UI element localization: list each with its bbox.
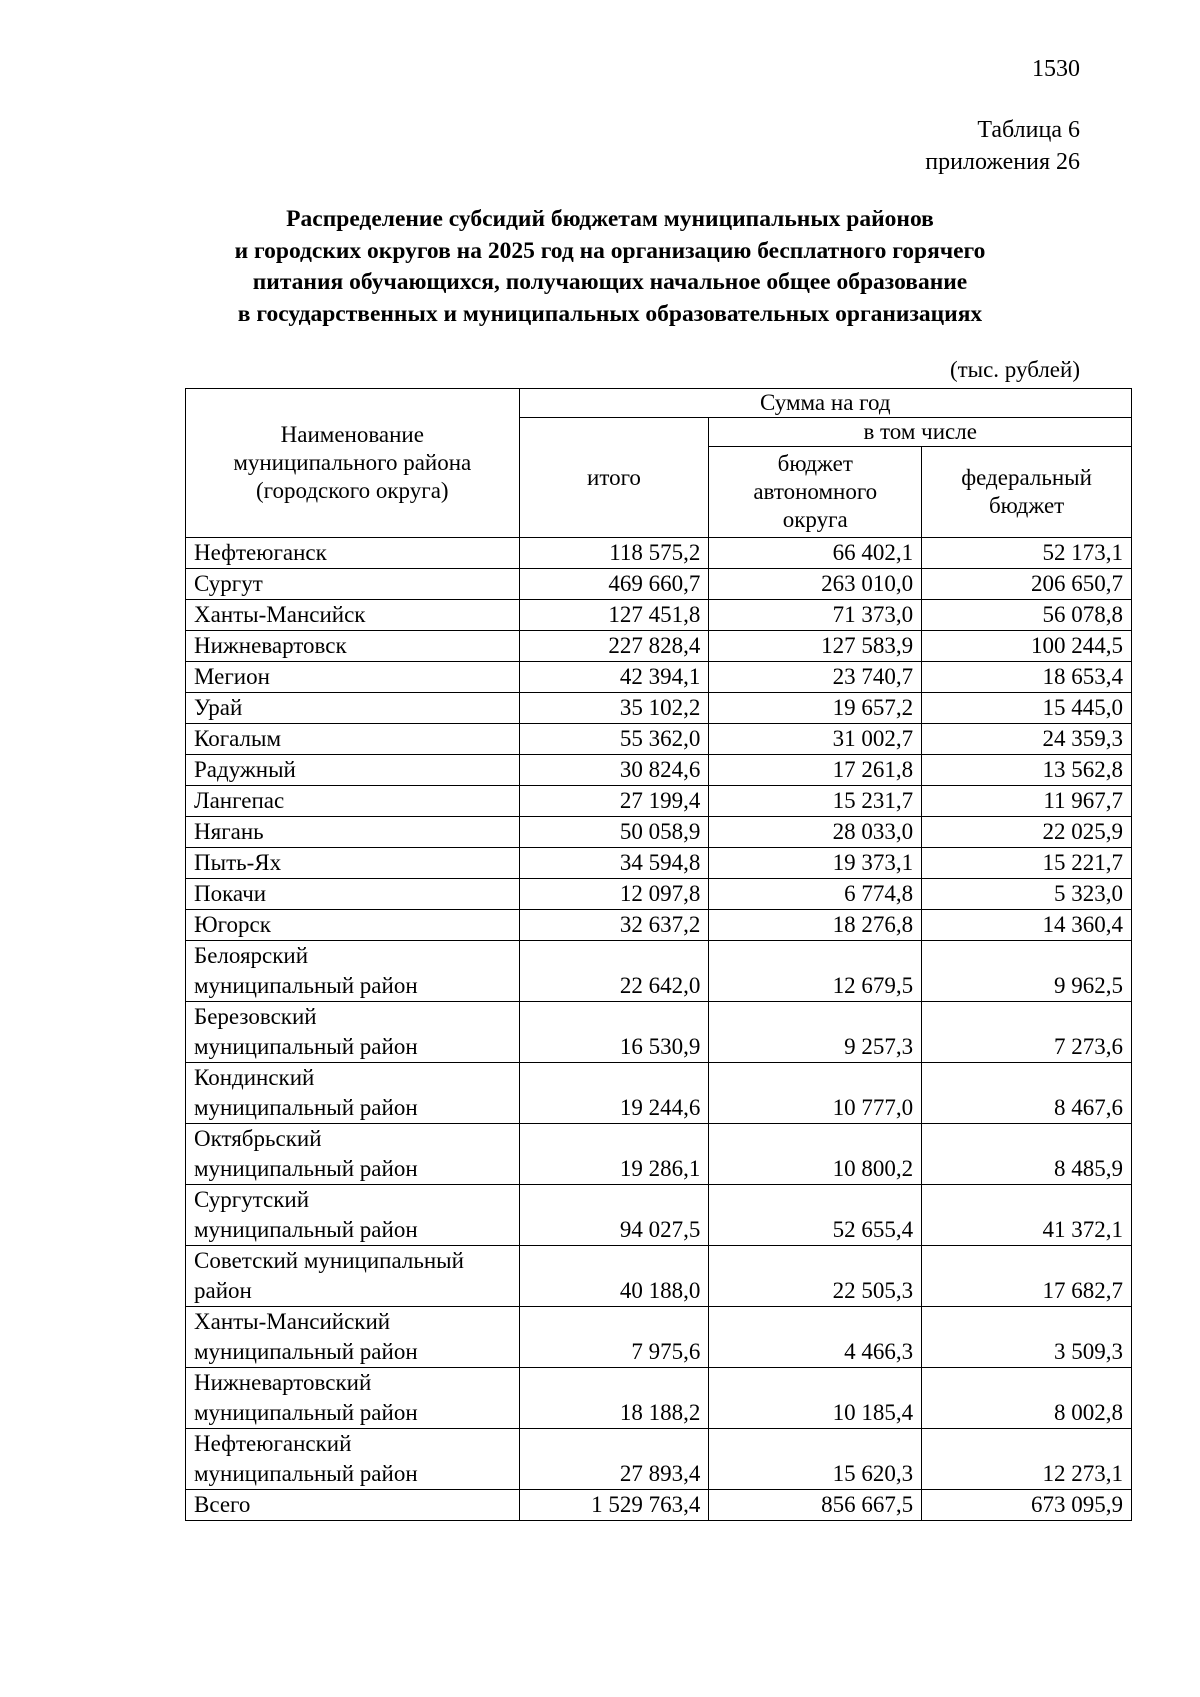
row-federal-budget: 15 445,0 xyxy=(922,693,1132,724)
table-row xyxy=(186,1307,1132,1368)
row-federal-budget: 14 360,4 xyxy=(922,910,1132,941)
row-federal-budget: 41 372,1 xyxy=(922,1185,1132,1246)
total-row xyxy=(186,1490,1132,1521)
row-ao-budget: 12 679,5 xyxy=(709,941,922,1002)
title-line2: и городских округов на 2025 год на организацию бесплатного горячего xyxy=(234,237,986,264)
row-ao-budget: 17 261,8 xyxy=(709,755,922,786)
row-name: Радужный xyxy=(186,755,520,786)
row-name: Урай xyxy=(186,693,520,724)
units-label: (тыс. рублей) xyxy=(949,357,1080,382)
row-federal-budget: 7 273,6 xyxy=(922,1002,1132,1063)
row-ao-budget: 52 655,4 xyxy=(709,1185,922,1246)
row-ao-budget: 9 257,3 xyxy=(709,1002,922,1063)
title-line1: Распределение субсидий бюджетам муниципальных районов xyxy=(286,206,934,232)
row-total: 35 102,2 xyxy=(519,693,709,724)
row-federal-budget: 13 562,8 xyxy=(922,755,1132,786)
row-ao-budget: 22 505,3 xyxy=(709,1246,922,1307)
table-row xyxy=(186,755,1132,786)
header-total: итого xyxy=(519,418,709,538)
total-fed: 673 095,9 xyxy=(922,1490,1132,1521)
table-row xyxy=(186,879,1132,910)
row-federal-budget: 8 485,9 xyxy=(922,1124,1132,1185)
table-row xyxy=(186,1124,1132,1185)
row-name: Советский муниципальный район xyxy=(186,1246,520,1307)
row-total: 27 199,4 xyxy=(519,786,709,817)
table-body xyxy=(186,538,1132,1521)
row-federal-budget: 100 244,5 xyxy=(922,631,1132,662)
row-federal-budget: 11 967,7 xyxy=(922,786,1132,817)
row-total: 18 188,2 xyxy=(519,1368,709,1429)
row-total: 16 530,9 xyxy=(519,1002,709,1063)
subsidy-table xyxy=(185,388,1132,1521)
row-federal-budget: 206 650,7 xyxy=(922,569,1132,600)
row-total: 50 058,9 xyxy=(519,817,709,848)
row-federal-budget: 17 682,7 xyxy=(922,1246,1132,1307)
row-federal-budget: 18 653,4 xyxy=(922,662,1132,693)
table-row xyxy=(186,817,1132,848)
table-row xyxy=(186,786,1132,817)
row-name: Сургут xyxy=(186,569,520,600)
row-federal-budget: 8 002,8 xyxy=(922,1368,1132,1429)
row-total: 7 975,6 xyxy=(519,1307,709,1368)
row-total: 12 097,8 xyxy=(519,879,709,910)
row-federal-budget: 9 962,5 xyxy=(922,941,1132,1002)
row-ao-budget: 15 620,3 xyxy=(709,1429,922,1490)
row-ao-budget: 4 466,3 xyxy=(709,1307,922,1368)
document-title xyxy=(180,204,1040,330)
row-ao-budget: 10 777,0 xyxy=(709,1063,922,1124)
row-federal-budget: 5 323,0 xyxy=(922,879,1132,910)
row-total: 118 575,2 xyxy=(519,538,709,569)
row-name: Нижневартовск xyxy=(186,631,520,662)
row-total: 30 824,6 xyxy=(519,755,709,786)
table-row xyxy=(186,1002,1132,1063)
table-ref-line1: Таблица 6 xyxy=(977,117,1080,143)
table-row xyxy=(186,724,1132,755)
table-row xyxy=(186,631,1132,662)
row-total: 27 893,4 xyxy=(519,1429,709,1490)
row-name: Сургутский муниципальный район xyxy=(186,1185,520,1246)
row-name: Нефтеюганский муниципальный район xyxy=(186,1429,520,1490)
row-ao-budget: 71 373,0 xyxy=(709,600,922,631)
row-federal-budget: 8 467,6 xyxy=(922,1063,1132,1124)
table-row xyxy=(186,910,1132,941)
row-federal-budget: 22 025,9 xyxy=(922,817,1132,848)
table-row xyxy=(186,941,1132,1002)
row-total: 127 451,8 xyxy=(519,600,709,631)
title-line3: питания обучающихся, получающих начальное общее образование xyxy=(252,269,968,295)
table-row xyxy=(186,600,1132,631)
row-name: Нефтеюганск xyxy=(186,538,520,569)
row-name: Мегион xyxy=(186,662,520,693)
row-ao-budget: 28 033,0 xyxy=(709,817,922,848)
row-name: Ханты-Мансийск xyxy=(186,600,520,631)
row-total: 227 828,4 xyxy=(519,631,709,662)
row-ao-budget: 23 740,7 xyxy=(709,662,922,693)
header-sum: Сумма на год xyxy=(519,389,1131,418)
row-name: Нижневартовский муниципальный район xyxy=(186,1368,520,1429)
page-number: 1530 xyxy=(1032,56,1080,82)
row-ao-budget: 15 231,7 xyxy=(709,786,922,817)
row-federal-budget: 15 221,7 xyxy=(922,848,1132,879)
row-total: 22 642,0 xyxy=(519,941,709,1002)
table-row xyxy=(186,538,1132,569)
header-including: в том числе xyxy=(709,418,1132,447)
table-row xyxy=(186,569,1132,600)
row-total: 94 027,5 xyxy=(519,1185,709,1246)
row-ao-budget: 10 800,2 xyxy=(709,1124,922,1185)
row-ao-budget: 263 010,0 xyxy=(709,569,922,600)
row-name: Когалым xyxy=(186,724,520,755)
row-federal-budget: 12 273,1 xyxy=(922,1429,1132,1490)
table-row xyxy=(186,848,1132,879)
header-name: Наименование муниципального района (городского округа) xyxy=(186,389,520,538)
row-federal-budget: 52 173,1 xyxy=(922,538,1132,569)
row-name: Лангепас xyxy=(186,786,520,817)
row-total: 42 394,1 xyxy=(519,662,709,693)
row-ao-budget: 18 276,8 xyxy=(709,910,922,941)
row-ao-budget: 66 402,1 xyxy=(709,538,922,569)
row-total: 34 594,8 xyxy=(519,848,709,879)
row-total: 32 637,2 xyxy=(519,910,709,941)
row-name: Нягань xyxy=(186,817,520,848)
row-federal-budget: 56 078,8 xyxy=(922,600,1132,631)
row-ao-budget: 31 002,7 xyxy=(709,724,922,755)
header-federal-budget: федеральный бюджет xyxy=(922,447,1132,538)
row-ao-budget: 19 657,2 xyxy=(709,693,922,724)
row-name: Покачи xyxy=(186,879,520,910)
row-name: Кондинский муниципальный район xyxy=(186,1063,520,1124)
table-row xyxy=(186,1246,1132,1307)
row-name: Белоярский муниципальный район xyxy=(186,941,520,1002)
table-row xyxy=(186,662,1132,693)
row-ao-budget: 19 373,1 xyxy=(709,848,922,879)
row-federal-budget: 24 359,3 xyxy=(922,724,1132,755)
row-name: Октябрьский муниципальный район xyxy=(186,1124,520,1185)
row-total: 40 188,0 xyxy=(519,1246,709,1307)
total-ao: 856 667,5 xyxy=(709,1490,922,1521)
row-total: 19 244,6 xyxy=(519,1063,709,1124)
row-total: 55 362,0 xyxy=(519,724,709,755)
table-row xyxy=(186,1368,1132,1429)
row-name: Ханты-Мансийский муниципальный район xyxy=(186,1307,520,1368)
row-name: Березовский муниципальный район xyxy=(186,1002,520,1063)
row-total: 469 660,7 xyxy=(519,569,709,600)
row-federal-budget: 3 509,3 xyxy=(922,1307,1132,1368)
table-ref-line2: приложения 26 xyxy=(925,149,1080,175)
title-line4: в государственных и муниципальных образовательных организациях xyxy=(237,300,983,327)
table-reference xyxy=(925,114,1080,178)
header-ao-budget: бюджет автономного округа xyxy=(709,447,922,538)
table-row xyxy=(186,693,1132,724)
total-sum: 1 529 763,4 xyxy=(519,1490,709,1521)
row-name: Пыть-Ях xyxy=(186,848,520,879)
table-row xyxy=(186,1185,1132,1246)
row-name: Югорск xyxy=(186,910,520,941)
total-label: Всего xyxy=(186,1490,520,1521)
table-row xyxy=(186,1429,1132,1490)
row-total: 19 286,1 xyxy=(519,1124,709,1185)
table-row xyxy=(186,1063,1132,1124)
row-ao-budget: 10 185,4 xyxy=(709,1368,922,1429)
row-ao-budget: 6 774,8 xyxy=(709,879,922,910)
row-ao-budget: 127 583,9 xyxy=(709,631,922,662)
